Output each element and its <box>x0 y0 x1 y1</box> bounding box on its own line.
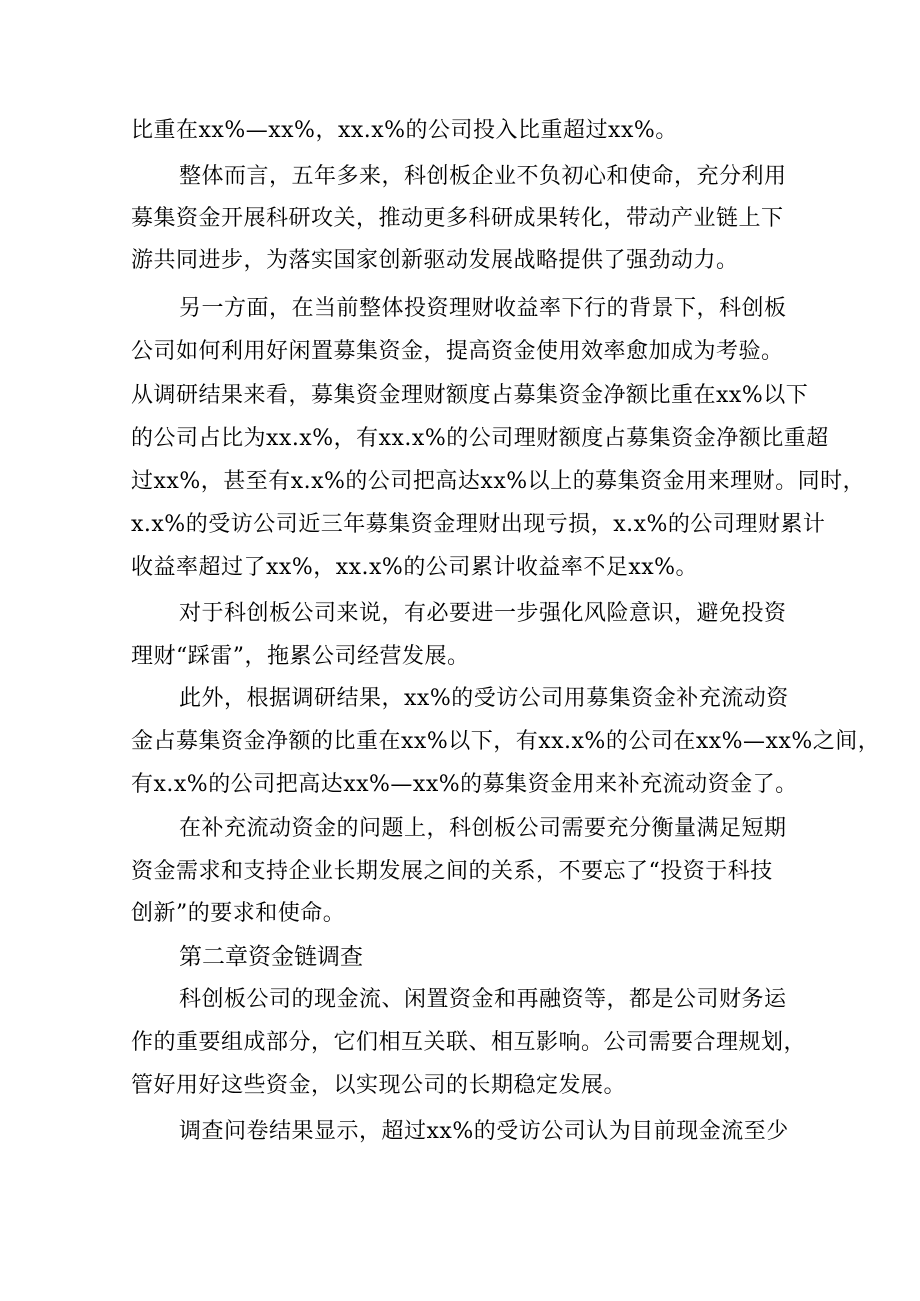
text-line: 资金需求和支持企业长期发展之间的关系，不要忘了“投资于科技 <box>131 859 773 884</box>
text-line: 调查问卷结果显示，超过xx%的受访公司认为目前现金流至少 <box>179 1119 789 1144</box>
text-line: 公司如何利用好闲置募集资金，提高资金使用效率愈加成为考验。 <box>131 339 784 364</box>
text-line: 作的重要组成部分，它们相互关联、相互影响。公司需要合理规划， <box>131 1030 807 1055</box>
text-line: 游共同进步，为落实国家创新驱动发展战略提供了强劲动力。 <box>131 248 739 273</box>
text-line: x.x%的受访公司近三年募集资金理财出现亏损，x.x%的公司理财累计 <box>131 512 826 537</box>
text-line: 此外，根据调研结果，xx%的受访公司用募集资金补充流动资 <box>179 686 789 711</box>
text-line: 管好用好这些资金，以实现公司的长期稳定发展。 <box>131 1073 627 1098</box>
text-line: 过xx%，甚至有x.x%的公司把高达xx%以上的募集资金用来理财。同时， <box>131 469 866 494</box>
text-line: 收益率超过了xx%，xx.x%的公司累计收益率不足xx%。 <box>131 555 699 580</box>
chapter-heading: 第二章资金链调查 <box>179 944 363 970</box>
text-line: 比重在xx%—xx%，xx.x%的公司投入比重超过xx%。 <box>131 118 678 143</box>
text-line: 金占募集资金净额的比重在xx%以下，有xx.x%的公司在xx%—xx%之间， <box>131 729 881 754</box>
text-line: 募集资金开展科研攻关，推动更多科研成果转化，带动产业链上下 <box>131 206 784 231</box>
text-line: 从调研结果来看，募集资金理财额度占募集资金净额比重在xx%以下 <box>131 383 809 408</box>
text-line: 整体而言，五年多来，科创板企业不负初心和使命，充分利用 <box>179 164 787 189</box>
text-line: 另一方面，在当前整体投资理财收益率下行的背景下，科创板 <box>179 296 787 321</box>
text-line: 在补充流动资金的问题上，科创板公司需要充分衡量满足短期 <box>179 816 787 841</box>
text-line: 创新”的要求和使命。 <box>131 901 346 926</box>
text-line: 对于科创板公司来说，有必要进一步强化风险意识，避免投资 <box>179 601 787 626</box>
text-line: 科创板公司的现金流、闲置资金和再融资等，都是公司财务运 <box>179 987 787 1012</box>
text-line: 理财“踩雷”，拖累公司经营发展。 <box>131 644 470 669</box>
text-line: 有x.x%的公司把高达xx%—xx%的募集资金用来补充流动资金了。 <box>131 772 798 797</box>
text-line: 的公司占比为xx.x%，有xx.x%的公司理财额度占募集资金净额比重超 <box>131 426 829 451</box>
